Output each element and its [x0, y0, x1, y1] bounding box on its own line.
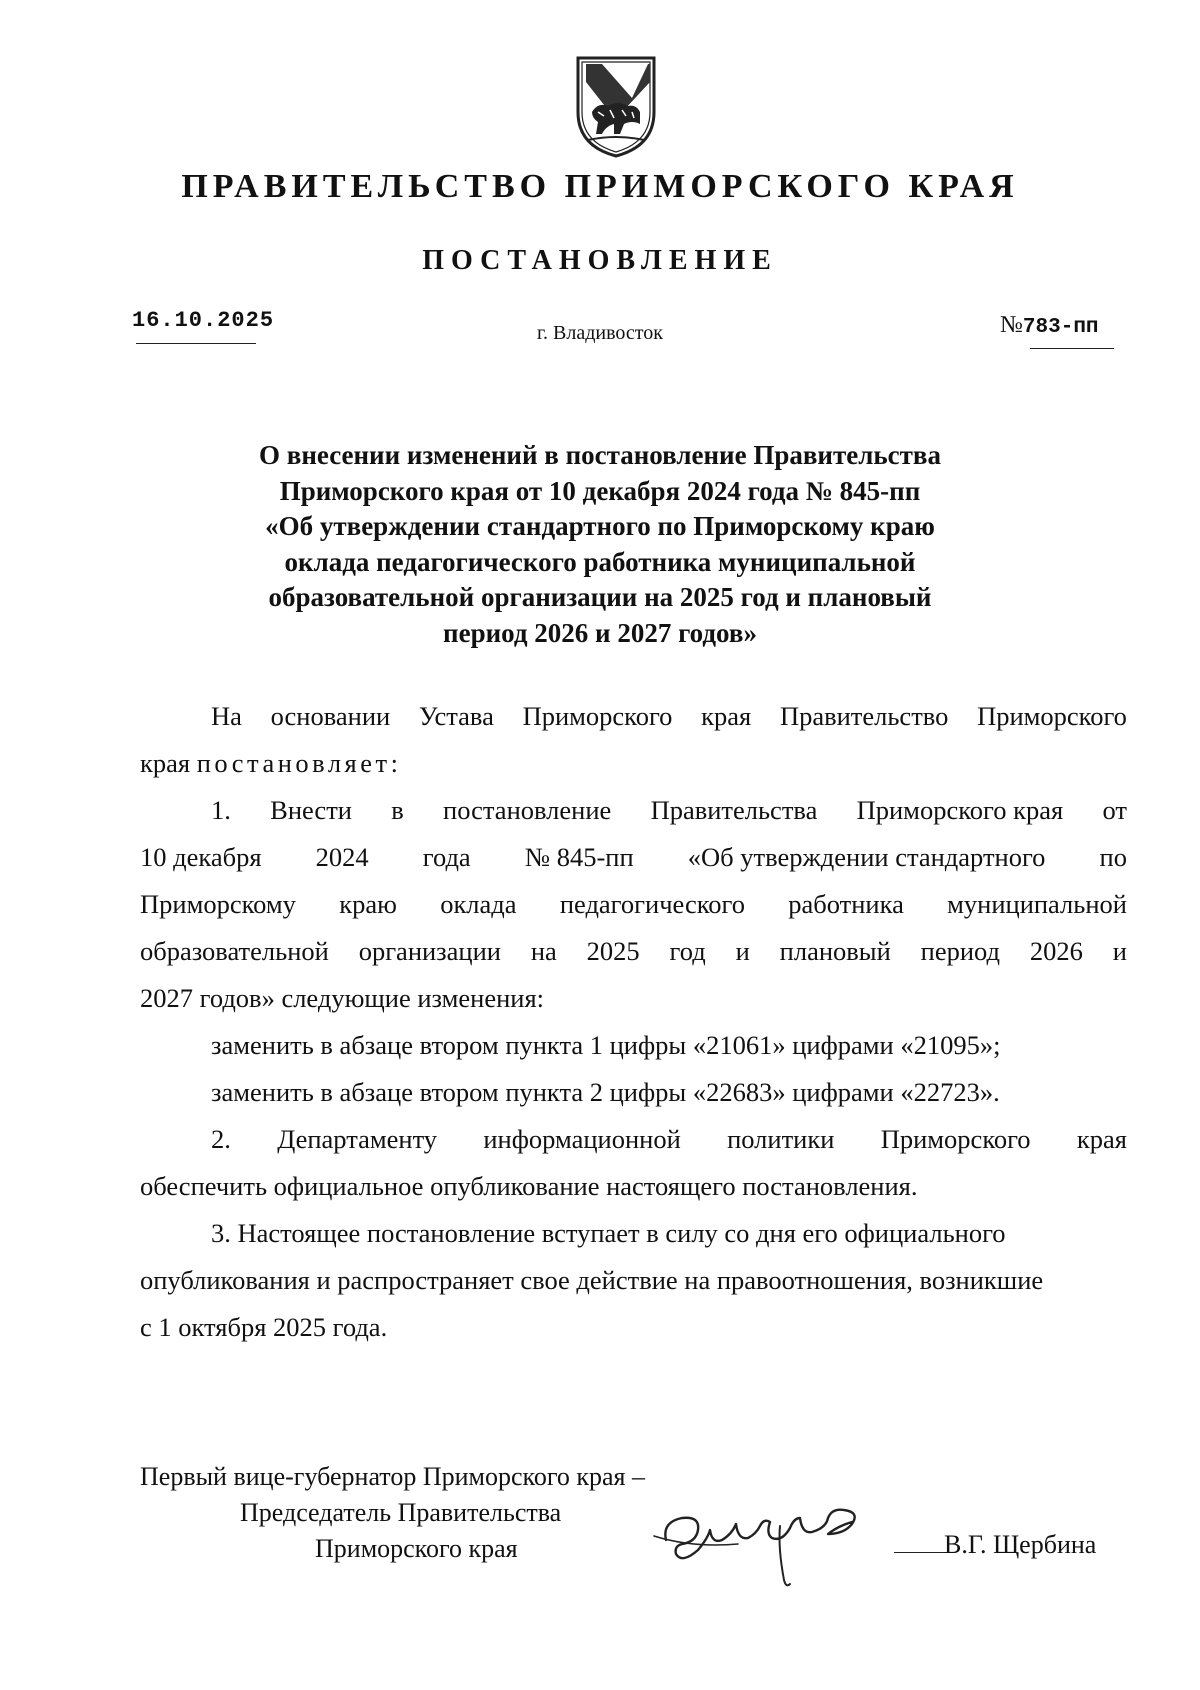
item-1-line-3	[140, 881, 1127, 928]
word: организации	[358, 936, 501, 966]
word: года	[422, 842, 471, 872]
item-3-line-1: 3. Настоящее постановление вступает в силу со дня его официального	[211, 1218, 1006, 1248]
word: Приморского	[880, 1124, 1031, 1154]
word: 1.	[211, 795, 231, 825]
subject-line: «Об утверждении стандартного по Приморскому краю	[265, 511, 935, 541]
document-number	[1000, 312, 1099, 339]
word: На	[211, 701, 242, 731]
position-line: Председатель Правительства	[240, 1498, 562, 1527]
word: по	[1099, 842, 1127, 872]
word: информационной	[483, 1124, 681, 1154]
subject-line: оклада педагогического работника муниципальной	[284, 546, 916, 577]
word: оклада	[440, 889, 517, 919]
word: педагогического	[559, 889, 745, 919]
word: Приморского края	[856, 795, 1064, 825]
word: период	[920, 936, 1001, 966]
preamble-line-2	[140, 740, 1127, 787]
word: краю	[339, 889, 397, 919]
word: 2.	[211, 1124, 231, 1154]
word: Правительство	[779, 701, 949, 731]
word: и	[1112, 936, 1127, 966]
number-value: 783-пп	[1022, 316, 1099, 339]
word: края	[701, 701, 752, 731]
handwritten-signature-icon	[652, 1488, 892, 1598]
item-1-line-2	[140, 834, 1127, 881]
word: постановление	[443, 795, 612, 825]
subject-line: период 2026 и 2027 годов»	[443, 617, 757, 648]
word: № 845-пп	[524, 842, 634, 872]
coat-of-arms-icon	[574, 54, 658, 160]
document-type: ПОСТАНОВЛЕНИЕ	[422, 245, 778, 276]
change-2: заменить в абзаце втором пункта 2 цифры «22683» цифрами «22723».	[211, 1077, 1000, 1107]
number-underline	[1030, 348, 1114, 349]
item-2-line-2: обеспечить официальное опубликование настоящего постановления.	[140, 1171, 918, 1201]
word: Департаменту	[277, 1124, 438, 1154]
item-1-line-1	[140, 787, 1127, 834]
word: образовательной	[140, 936, 329, 966]
word: края	[1076, 1124, 1127, 1154]
subject-line: О внесении изменений в постановление Правительства	[259, 440, 941, 470]
word: на	[530, 936, 557, 966]
word: 10 декабря	[140, 842, 262, 872]
item-2-line-1	[140, 1116, 1127, 1163]
word: муниципальной	[947, 889, 1127, 919]
word: от	[1102, 795, 1127, 825]
change-1: заменить в абзаце втором пункта 1 цифры «21061» цифрами «21095»;	[211, 1030, 1001, 1060]
document-city: г. Владивосток	[537, 322, 663, 344]
word: 2025	[586, 936, 640, 966]
word: Приморского	[977, 701, 1127, 731]
item-1-line-4	[140, 928, 1127, 975]
position-line: Приморского края	[315, 1534, 518, 1563]
word: в	[391, 795, 404, 825]
word: Устава	[418, 701, 494, 731]
word: 2024	[315, 842, 369, 872]
word: год	[669, 936, 706, 966]
item-3-line-2: опубликования и распространяет свое действие на правоотношения, возникшие	[140, 1265, 1044, 1295]
word: Внести	[270, 795, 352, 825]
resolves-word: постановляет:	[196, 748, 402, 778]
document-date: 16.10.2025	[132, 308, 275, 333]
government-title: ПРАВИТЕЛЬСТВО ПРИМОРСКОГО КРАЯ	[181, 168, 1019, 205]
document-subject	[140, 438, 1060, 651]
word: политики	[727, 1124, 835, 1154]
word: Правительства	[650, 795, 818, 825]
position-line: Первый вице-губернатор Приморского края –	[140, 1462, 645, 1491]
subject-line: Приморского края от 10 декабря 2024 года № 845-пп	[279, 475, 921, 506]
word: края	[140, 748, 191, 778]
word: основании	[270, 701, 391, 731]
subject-line: образовательной организации на 2025 год и плановый	[268, 582, 932, 612]
word: 2026	[1029, 936, 1083, 966]
item-1-line-5: 2027 годов» следующие изменения:	[140, 983, 545, 1013]
signatory-name: В.Г. Щербина	[944, 1530, 1097, 1559]
word: и	[735, 936, 750, 966]
word: «Об утверждении стандартного	[687, 842, 1046, 872]
document-body	[140, 693, 1127, 1351]
word: плановый	[779, 936, 891, 966]
preamble-line-1	[140, 693, 1127, 740]
signatory-position	[140, 1459, 645, 1567]
word: Приморскому	[140, 889, 296, 919]
number-sign: №	[1000, 312, 1023, 338]
item-3-line-3: с 1 октября 2025 года.	[140, 1312, 388, 1342]
word: работника	[788, 889, 904, 919]
word: Приморского	[522, 701, 673, 731]
